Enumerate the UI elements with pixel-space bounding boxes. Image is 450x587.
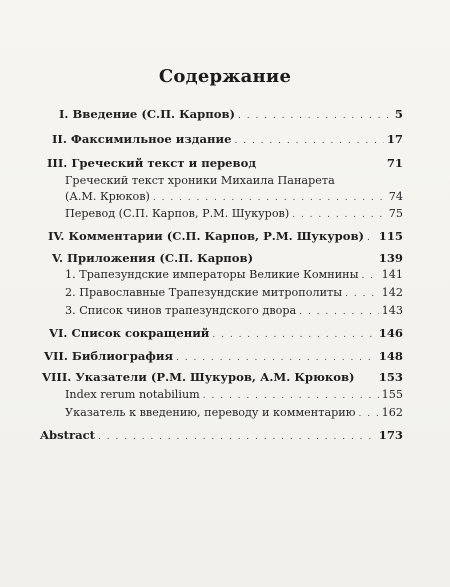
toc-entry (59, 107, 403, 123)
toc-entry-label: 1. Трапезундские императоры Великие Комнины (65, 268, 359, 281)
toc-entry (52, 251, 403, 265)
toc-entry-label: (А.М. Крюков) (65, 190, 150, 203)
toc-entry-page: 153 (378, 370, 403, 384)
toc-entry-label: II. Факсимильное издание (52, 132, 232, 146)
page-title: Содержание (158, 66, 292, 87)
toc-entry-page: 148 (378, 349, 403, 363)
toc-leader-dots (235, 134, 384, 148)
toc-entry (47, 156, 403, 170)
toc-leader-dots (362, 269, 379, 283)
toc-entry-page: 143 (381, 304, 403, 317)
toc-entry-page: 142 (381, 286, 403, 299)
toc-leader-dots (367, 231, 376, 245)
toc-entry-page: 173 (378, 428, 403, 442)
toc-entry-label: Указатель к введению, переводу и комментарию (65, 406, 356, 419)
toc-entry-page: 162 (381, 406, 403, 419)
toc-leader-dots (212, 328, 375, 342)
toc-entry-page: 75 (388, 207, 403, 220)
toc-entry-label: 3. Список чинов трапезундского двора (65, 304, 297, 317)
toc-subentry-line: Греческий текст хроники Михаила Панарета (65, 174, 335, 187)
toc-entry (65, 268, 403, 283)
toc-entry (65, 304, 403, 319)
toc-leader-dots (153, 191, 386, 205)
toc-leader-dots (345, 287, 379, 301)
toc-entry-page: 141 (381, 268, 403, 281)
toc-entry-page: 74 (388, 190, 403, 203)
toc-entry (42, 370, 403, 384)
toc-entry (65, 286, 403, 301)
toc-entry (65, 388, 403, 403)
toc-entry-label: Abstract (40, 428, 96, 442)
toc-leader-dots (299, 305, 378, 319)
toc-entry-label: IV. Комментарии (С.П. Карпов, Р.М. Шукуров) (48, 229, 365, 243)
toc-leader-dots (203, 389, 379, 403)
toc-entry-label: VII. Библиография (44, 349, 174, 363)
toc-entry (44, 349, 403, 365)
toc-entry-page: 139 (378, 251, 403, 265)
toc-entry-label: Index rerum notabilium (65, 388, 200, 401)
toc-entry-page: 5 (394, 107, 403, 121)
toc-entry-label: VIII. Указатели (Р.М. Шукуров, А.М. Крюков) (42, 370, 355, 384)
toc-entry-page: 155 (381, 388, 403, 401)
toc-entry-label: III. Греческий текст и перевод (47, 156, 257, 170)
toc-entry-label: V. Приложения (С.П. Карпов) (52, 251, 254, 265)
toc-entry-page: 71 (386, 156, 403, 170)
toc-entry (40, 428, 403, 444)
toc-entry-label: VI. Список сокращений (49, 326, 210, 340)
toc-entry (65, 207, 403, 222)
toc-entry (65, 406, 403, 421)
toc-entry-label: I. Введение (С.П. Карпов) (59, 107, 236, 121)
toc-leader-dots (176, 351, 376, 365)
toc-leader-dots (292, 208, 386, 222)
toc-leader-dots (98, 430, 376, 444)
toc-entry (65, 190, 403, 205)
toc-entry (49, 326, 403, 342)
toc-entry-label: 2. Православные Трапезундские митрополиты (65, 286, 343, 299)
toc-entry-page: 17 (386, 132, 403, 146)
toc-entry (48, 229, 403, 245)
toc-leader-dots (238, 109, 392, 123)
toc-entry-label: Перевод (С.П. Карпов, Р.М. Шукуров) (65, 207, 290, 220)
toc-entry-page: 146 (378, 326, 403, 340)
toc-entry-page: 115 (378, 229, 403, 243)
toc-leader-dots (358, 407, 378, 421)
toc-entry (52, 132, 403, 148)
